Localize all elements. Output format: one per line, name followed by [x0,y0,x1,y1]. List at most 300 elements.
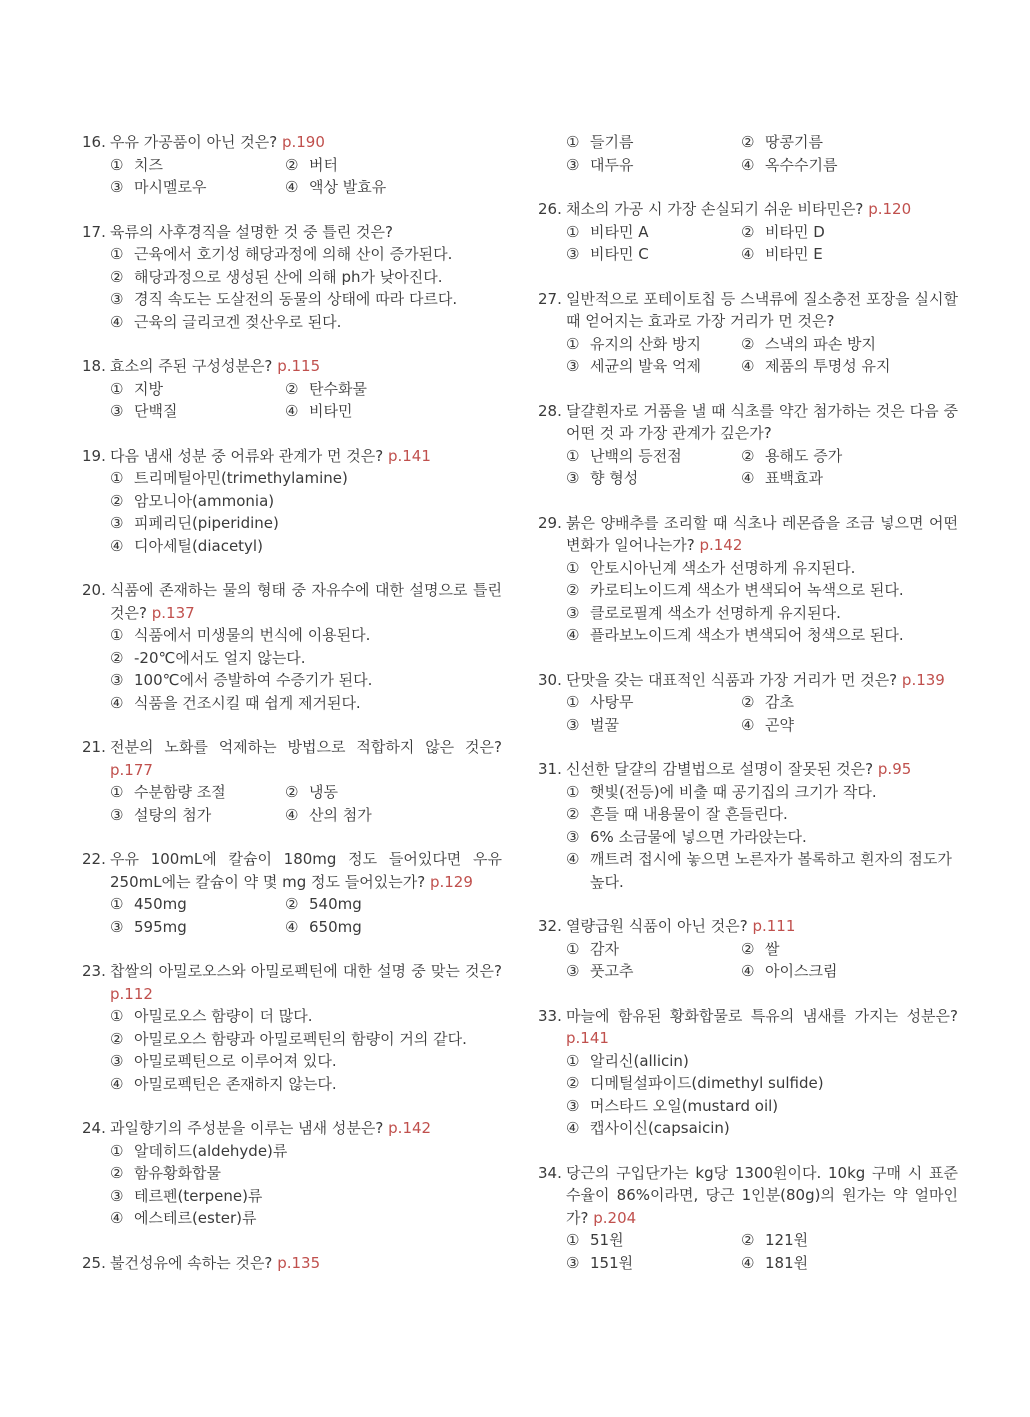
answer-option [741,1252,958,1275]
option-marker: ② [741,334,755,353]
answer-option [110,1185,502,1208]
question-item [538,1162,958,1275]
option-marker: ① [566,693,580,711]
question-text: 달걀흰자로 거품을 낼 때 식초를 약간 첨가하는 것은 다음 중 어떤 것 과 가장 관계가 깊은가? [566,401,958,442]
option-text: 아밀로펙틴으로 이루어져 있다. [134,1052,337,1070]
answer-option [566,1050,958,1073]
question-number: 27. [538,289,562,308]
answer-option [566,1229,741,1252]
answer-option [110,1050,502,1073]
answer-option [285,916,502,939]
answer-option [741,714,958,737]
question-item [82,736,502,826]
option-marker: ④ [741,357,755,375]
page-reference: p.190 [281,133,325,151]
answer-option [110,266,502,289]
answer-option [566,960,741,983]
option-marker: ③ [110,1186,124,1205]
answer-option [741,154,958,177]
answer-option [110,243,502,266]
page-reference: p.112 [110,984,153,1003]
option-marker: ③ [566,827,580,846]
question-text: 우유 가공품이 아닌 것은? [110,133,278,151]
page-reference: p.95 [877,760,912,778]
question-text-wrap [110,1117,502,1140]
option-text: 알데히드(aldehyde)류 [134,1141,288,1160]
option-text: 해당과정으로 생성된 산에 의해 ph가 낮아진다. [134,267,443,286]
options-list [538,691,958,736]
option-marker: ① [110,1141,124,1160]
answer-option [566,579,958,602]
option-marker: ③ [110,1052,124,1070]
question-text: 붉은 양배추를 조리할 때 식초나 레몬즙을 조금 넣으면 어떤 변화가 일어나는가? [566,513,958,554]
answer-option [566,803,958,826]
question-number: 24. [82,1119,106,1137]
answer-option [110,400,285,423]
page-reference: p.141 [566,1029,609,1047]
question-item [538,198,958,266]
option-marker: ③ [566,245,580,263]
option-marker: ④ [741,469,755,487]
options-list [82,781,502,826]
option-text: 540mg [309,895,362,913]
option-text: 에스테르(ester)류 [134,1209,257,1227]
options-list [538,557,958,647]
answer-option [110,467,502,490]
option-marker: ① [110,155,124,174]
page-reference: p.137 [151,603,195,622]
options-list [538,221,958,266]
answer-option [110,781,285,804]
question-number: 19. [82,446,106,465]
option-marker: ② [741,222,755,241]
answer-option [110,311,502,334]
option-text: 181원 [765,1253,809,1272]
answer-option [110,288,502,311]
option-text: 옥수수기름 [765,155,838,174]
question-number: 17. [82,222,106,241]
question-text-wrap [110,960,502,1005]
option-text: 450mg [134,895,187,913]
question-text-wrap [110,736,502,781]
question-stem [538,1162,958,1230]
option-text: -20℃에서도 얼지 않는다. [134,648,306,667]
question-stem [538,512,958,557]
answer-option [110,1140,502,1163]
question-number: 26. [538,200,562,218]
option-text: 수분함량 조절 [134,783,226,801]
option-marker: ③ [110,290,124,308]
answer-option [566,781,958,804]
option-marker: ② [110,648,124,667]
question-stem [538,400,958,445]
option-text: 단백질 [134,402,178,420]
option-text: 클로로필계 색소가 선명하게 유지된다. [590,603,841,622]
option-text: 비타민 E [765,245,823,263]
options-list [538,333,958,378]
options-list [82,1005,502,1095]
question-number: 20. [82,581,106,599]
option-marker: ③ [566,155,580,174]
option-text: 피페리딘(piperidine) [134,514,279,532]
question-number: 33. [538,1006,562,1025]
option-marker: ① [110,895,124,913]
option-marker: ① [566,1051,580,1070]
option-marker: ③ [110,917,124,936]
option-text: 카로티노이드계 색소가 변색되어 녹색으로 된다. [590,581,904,599]
option-text: 비타민 [309,402,353,420]
answer-option [285,378,502,401]
option-text: 설탕의 첨가 [134,805,212,824]
answer-option [110,535,502,558]
answer-option [110,669,502,692]
question-text: 육류의 사후경직을 설명한 것 중 틀린 것은? [110,222,393,241]
question-item [538,1005,958,1140]
question-number: 18. [82,357,106,375]
option-text: 땅콩기름 [765,133,823,151]
answer-option [110,1073,502,1096]
question-number: 28. [538,401,562,420]
option-marker: ③ [566,469,580,487]
left-column [82,131,502,1296]
option-marker: ① [566,782,580,801]
answer-option [110,647,502,670]
question-text: 신선한 달걀의 감별법으로 설명이 잘못된 것은? [566,760,874,778]
option-marker: ④ [285,178,299,196]
option-marker: ④ [285,917,299,936]
option-text: 사탕무 [590,693,634,711]
question-stem [82,445,502,468]
page-reference: p.120 [868,200,912,218]
options-list [82,243,502,333]
option-text: 식품을 건조시킬 때 쉽게 제거된다. [134,693,361,712]
option-marker: ② [741,693,755,711]
answer-option [566,826,958,849]
option-marker: ④ [566,850,580,868]
answer-option [566,691,741,714]
question-item [538,758,958,893]
answer-option [566,355,741,378]
page-reference: p.141 [387,446,431,465]
option-text: 경직 속도는 도살전의 동물의 상태에 따라 다르다. [134,290,458,308]
question-text-wrap [566,915,958,938]
option-marker: ② [110,1164,124,1182]
question-text: 일반적으로 포테이토칩 등 스낵류에 질소충전 포장을 실시할 때 얻어지는 효과로 가장 거리가 먼 것은? [566,289,958,330]
option-text: 안토시아닌계 색소가 선명하게 유지된다. [590,558,856,577]
option-text: 비타민 D [765,222,825,241]
answer-option [110,1005,502,1028]
answer-option [741,960,958,983]
option-marker: ③ [110,671,124,689]
answer-option [110,176,285,199]
option-marker: ④ [110,536,124,555]
option-marker: ② [285,783,299,801]
question-text: 열량급원 식품이 아닌 것은? [566,917,748,935]
options-list [538,1050,958,1140]
option-text: 100℃에서 증발하여 수증기가 된다. [134,671,373,689]
option-marker: ③ [566,1253,580,1272]
question-text: 불건성유에 속하는 것은? [110,1253,273,1272]
option-marker: ③ [566,715,580,734]
question-text-wrap [110,445,502,468]
question-item [82,355,502,423]
question-text: 효소의 주된 구성성분은? [110,357,273,375]
option-marker: ④ [110,312,124,331]
question-stem [538,915,958,938]
options-list [82,624,502,714]
question-text-wrap [110,848,502,893]
page-reference: p.115 [277,357,321,375]
option-text: 암모니아(ammonia) [134,491,275,510]
option-text: 51원 [590,1231,624,1249]
question-item [538,288,958,378]
answer-option [110,1162,502,1185]
option-text: 근육의 글리코겐 젖산우로 된다. [134,312,342,331]
option-marker: ④ [285,402,299,420]
option-marker: ① [110,1007,124,1025]
answer-option [741,355,958,378]
answer-option [110,804,285,827]
question-text-wrap [110,355,502,378]
options-list [538,1229,958,1274]
option-marker: ① [566,334,580,353]
answer-option [285,804,502,827]
question-item [82,848,502,938]
option-marker: ② [741,939,755,958]
option-text: 햇빛(전등)에 비출 때 공기집의 크기가 작다. [590,782,877,801]
option-text: 풋고추 [590,962,634,980]
option-marker: ② [285,379,299,398]
question-item [82,445,502,558]
option-marker: ④ [741,245,755,263]
option-marker: ② [566,805,580,823]
option-text: 595mg [134,917,187,936]
answer-option [110,916,285,939]
option-text: 아이스크림 [765,962,838,980]
option-marker: ④ [741,962,755,980]
option-text: 마시멜로우 [134,178,207,196]
option-marker: ② [566,581,580,599]
answer-option [285,400,502,423]
option-marker: ① [566,1231,580,1249]
question-stem [82,131,502,154]
option-marker: ① [566,558,580,577]
option-text: 유지의 산화 방지 [590,334,701,353]
option-marker: ② [741,133,755,151]
options-list [82,1140,502,1230]
question-text-wrap [566,512,958,557]
option-text: 비타민 C [590,245,649,263]
option-marker: ② [110,491,124,510]
option-marker: ② [741,1231,755,1249]
answer-option [110,1028,502,1051]
question-text-wrap [110,221,502,244]
question-text-wrap [566,1005,958,1050]
option-marker: ① [566,133,580,151]
question-item [82,221,502,334]
option-text: 650mg [309,917,362,936]
answer-option [741,333,958,356]
page-reference: p.142 [388,1119,432,1137]
answer-option [285,176,502,199]
option-text: 121원 [765,1231,809,1249]
question-text: 우유 100mL에 칼슘이 180mg 정도 들어있다면 우유 250mL에는 칼슘이 약 몇 mg 정도 들어있는가? [110,850,502,891]
option-text: 용해도 증가 [765,446,843,465]
question-text-wrap [566,758,958,781]
question-number: 31. [538,760,562,778]
option-text: 식품에서 미생물의 번식에 이용된다. [134,626,371,644]
question-text: 찹쌀의 아밀로오스와 아밀로펙틴에 대한 설명 중 맞는 것은? [110,962,502,980]
option-text: 탄수화물 [309,379,367,398]
option-text: 세균의 발육 억제 [590,357,701,375]
options-list [538,445,958,490]
option-marker: ① [566,939,580,958]
option-text: 함유황화합물 [134,1164,221,1182]
option-marker: ③ [566,603,580,622]
answer-option [566,557,958,580]
question-text-wrap [566,288,958,333]
question-number: 30. [538,670,562,689]
option-text: 냉동 [309,783,338,801]
answer-option [566,243,741,266]
option-marker: ② [285,895,299,913]
answer-option [110,624,502,647]
answer-option [110,378,285,401]
option-text: 머스타드 오일(mustard oil) [590,1096,779,1115]
option-text: 감초 [765,693,794,711]
option-text: 지방 [134,379,163,398]
option-text: 디메틸설파이드(dimethyl sulfide) [590,1074,824,1092]
question-number: 22. [82,850,106,868]
question-stem [82,736,502,781]
option-marker: ④ [741,715,755,734]
answer-option [110,490,502,513]
option-marker: ④ [285,805,299,824]
answer-option [741,1229,958,1252]
question-item [538,512,958,647]
option-text: 6% 소금물에 넣으면 가라앉는다. [590,827,807,846]
option-marker: ③ [110,514,124,532]
answer-option [110,692,502,715]
option-marker: ④ [110,693,124,712]
options-list [82,893,502,938]
options-list [82,467,502,557]
option-text: 액상 발효유 [309,178,387,196]
answer-option [110,893,285,916]
option-marker: ② [110,267,124,286]
question-item [82,1117,502,1230]
option-text: 벌꿀 [590,715,619,734]
question-stem [538,288,958,333]
page-reference: p.139 [901,670,945,689]
question-item [82,960,502,1095]
question-text-wrap [110,1252,502,1275]
question-text: 채소의 가공 시 가장 손실되기 쉬운 비타민은? [566,200,864,218]
option-marker: ④ [110,1074,124,1093]
question-stem [538,669,958,692]
answer-option [566,1252,741,1275]
question-stem [82,848,502,893]
question-text: 다음 냄새 성분 중 어류와 관계가 먼 것은? [110,446,384,465]
question-text: 과일향기의 주성분을 이루는 냄새 성분은? [110,1119,384,1137]
option-marker: ③ [566,962,580,980]
option-marker: ① [566,222,580,241]
option-text: 제품의 투명성 유지 [765,357,891,375]
option-marker: ④ [110,1209,124,1227]
option-text: 난백의 등전점 [590,446,682,465]
page-reference: p.129 [429,872,473,891]
answer-option [566,445,741,468]
option-marker: ① [566,446,580,465]
question-number: 16. [82,133,106,151]
question-text: 전분의 노화를 억제하는 방법으로 적합하지 않은 것은? [110,738,502,756]
answer-option [741,467,958,490]
option-marker: ① [110,245,124,263]
answer-option [566,154,741,177]
option-marker: ② [285,155,299,174]
question-stem [82,1117,502,1140]
option-marker: ③ [110,805,124,824]
answer-option [741,243,958,266]
answer-option [566,848,958,893]
question-text-wrap [566,198,958,221]
option-marker: ③ [566,357,580,375]
option-text: 치즈 [134,155,163,174]
answer-option [741,691,958,714]
option-text: 감자 [590,939,619,958]
answer-option [285,154,502,177]
option-marker: ③ [566,1096,580,1115]
option-text: 디아세틸(diacetyl) [134,536,263,555]
question-stem [82,1252,502,1275]
option-text: 깨트려 접시에 놓으면 노른자가 볼록하고 흰자의 점도가 높다. [590,850,952,891]
page-reference: p.204 [593,1208,637,1227]
option-marker: ① [110,626,124,644]
option-marker: ③ [110,402,124,420]
option-text: 비타민 A [590,222,649,241]
page-reference: p.142 [699,536,743,554]
answer-option [566,131,741,154]
option-text: 버터 [309,155,338,174]
option-text: 대두유 [590,155,634,174]
question-stem [82,960,502,1005]
question-stem [82,579,502,624]
option-text: 캡사이신(capsaicin) [590,1119,730,1137]
question-item [82,579,502,714]
question-stem [82,355,502,378]
answer-option [741,938,958,961]
option-marker: ② [110,1029,124,1048]
option-marker: ① [110,783,124,801]
option-text: 쌀 [765,939,780,958]
option-marker: ① [110,379,124,398]
answer-option [110,512,502,535]
answer-option [566,221,741,244]
question-item [538,669,958,737]
answer-option [110,154,285,177]
option-text: 표백효과 [765,469,823,487]
option-text: 향 형성 [590,469,639,487]
options-list [538,781,958,894]
question-stem [538,198,958,221]
answer-option [566,624,958,647]
question-item [82,1252,502,1275]
option-text: 스낵의 파손 방지 [765,334,876,353]
answer-option [566,1117,958,1140]
option-marker: ④ [566,1119,580,1137]
question-number: 29. [538,513,562,532]
option-text: 들기름 [590,133,634,151]
